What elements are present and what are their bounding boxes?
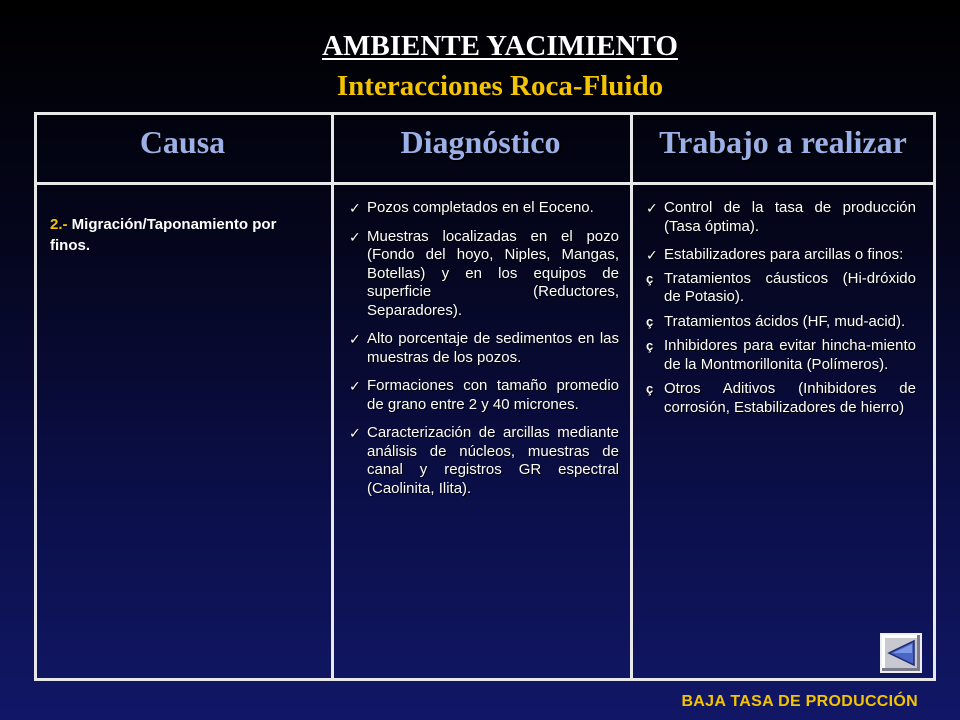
column-header-diagnosis: Diagnóstico <box>400 124 561 160</box>
arrow-bullet-icon: ç <box>646 270 654 286</box>
table-col-divider-2 <box>630 112 633 681</box>
work-subitem-text: Tratamientos ácidos (HF, mud-acid). <box>664 312 906 330</box>
table-col-divider-1 <box>331 112 334 681</box>
diagnosis-item-text: Caracterización de arcillas mediante análisis de núcleos, muestras de canal y registros GR espectral (Caolinita, Ilita). <box>367 424 619 497</box>
column-header-cause: Causa <box>139 124 226 160</box>
diagnosis-item <box>347 199 619 218</box>
table-header-divider <box>34 182 936 185</box>
work-subitem <box>644 313 916 332</box>
column-header-work: Trabajo a realizar <box>659 124 907 160</box>
footer-label: BAJA TASA DE PRODUCCIÓN <box>681 693 918 710</box>
check-icon: ✓ <box>646 200 658 216</box>
work-item <box>644 199 916 236</box>
diagnosis-item <box>347 228 619 321</box>
check-icon: ✓ <box>349 331 361 347</box>
table-left-border <box>34 112 37 681</box>
diagnosis-list <box>347 199 619 498</box>
work-list <box>644 199 916 417</box>
work-subitem <box>644 270 916 307</box>
cause-cell <box>50 214 320 256</box>
work-cell <box>644 199 916 423</box>
check-icon: ✓ <box>349 378 361 394</box>
diagnosis-item <box>347 330 619 367</box>
back-button[interactable] <box>880 633 922 673</box>
diagnosis-item-text: Muestras localizadas en el pozo (Fondo del hoyo, Niples, Mangas, Botellas) y en los equipos de superficie (Reductores, Separadores). <box>367 227 619 319</box>
check-icon: ✓ <box>349 200 361 216</box>
diagnosis-item-text: Pozos completados en el Eoceno. <box>367 199 594 216</box>
check-icon: ✓ <box>349 228 361 245</box>
back-arrow-icon <box>886 639 916 667</box>
slide-subtitle: Interacciones Roca-Fluido <box>336 70 664 102</box>
diagnosis-item-text: Alto porcentaje de sedimentos en las muestras de los pozos. <box>367 330 619 366</box>
work-subitem-text: Tratamientos cáusticos (Hi-dróxido de Potasio). <box>664 269 916 305</box>
diagnosis-item <box>347 424 619 498</box>
table-bottom-border <box>34 678 936 681</box>
work-subitem-text: Inhibidores para evitar hincha-miento de la Montmorillonita (Polímeros). <box>664 337 916 373</box>
diagnosis-item <box>347 377 619 414</box>
check-icon: ✓ <box>646 247 658 263</box>
slide-title: AMBIENTE YACIMIENTO <box>322 30 678 62</box>
work-item-text: Control de la tasa de producción (Tasa óptima). <box>664 199 916 235</box>
cause-number: 2.- <box>50 216 68 233</box>
check-icon: ✓ <box>349 425 361 441</box>
cause-text: Migración/Taponamiento por finos. <box>50 216 277 254</box>
work-item <box>644 246 916 265</box>
table-top-border <box>34 112 936 115</box>
arrow-bullet-icon: ç <box>646 381 654 396</box>
diagnosis-cell <box>347 199 619 508</box>
arrow-bullet-icon: ç <box>646 338 654 353</box>
work-subitem <box>644 337 916 374</box>
arrow-bullet-icon: ç <box>646 313 654 329</box>
table-right-border <box>933 112 936 681</box>
work-item-text: Estabilizadores para arcillas o finos: <box>664 246 904 263</box>
work-subitem <box>644 380 916 417</box>
diagnosis-item-text: Formaciones con tamaño promedio de grano entre 2 y 40 micrones. <box>367 377 619 413</box>
work-subitem-text: Otros Aditivos (Inhibidores de corrosión, Estabilizadores de hierro) <box>664 380 916 416</box>
